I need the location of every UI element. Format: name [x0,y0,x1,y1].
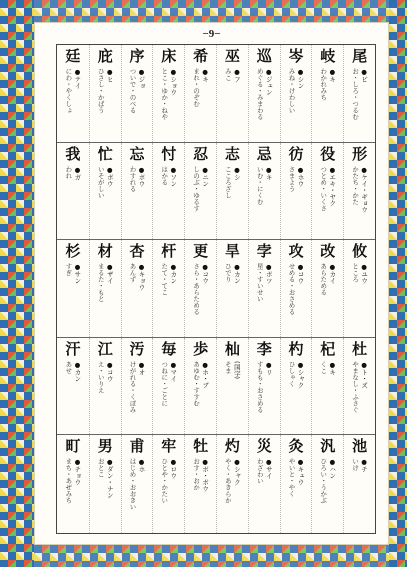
kanji-readings [319,361,336,433]
kanji-character: 杓 [288,339,304,358]
kanji-readings [97,263,114,335]
kun-reading: いけ [351,458,360,472]
on-reading: ●シャク [232,458,241,486]
on-reading: ●ヒ [105,68,114,83]
kanji-entry [184,435,216,533]
kun-reading: つとめ・いくさ [319,165,328,212]
on-reading: (国字) [232,360,241,379]
kun-reading: くこ [319,360,328,374]
kanji-entry [280,45,312,142]
kanji-entry [152,435,184,533]
on-reading: ●エキ・ヤク [328,165,337,207]
kanji-entry [311,435,343,533]
kanji-readings [256,166,273,238]
kanji-entry [121,143,153,240]
on-reading: ●シャク [296,360,305,389]
on-reading: ●ケイ・ギョウ [360,165,369,213]
kanji-character: 旱 [224,242,240,261]
kanji-character: 更 [193,242,209,261]
kanji-readings [256,361,273,433]
kanji-readings [64,263,81,335]
kun-reading: やく・あきらか [223,458,232,504]
kanji-entry [216,143,248,240]
kun-reading: ついで・のべる [128,68,137,114]
kanji-row [57,143,375,241]
kanji-character: 灼 [224,437,240,456]
kanji-entry [248,435,280,533]
kun-reading: ひとや・かたい [160,458,169,504]
kanji-character: 攻 [288,242,304,261]
kun-reading: 星・すいせい [255,263,264,303]
kanji-entry [184,338,216,435]
on-reading: ●ジョ [137,68,146,89]
kanji-character: 江 [97,339,113,358]
kanji-readings [192,166,209,238]
kanji-readings [192,361,209,433]
kun-reading: けがれる・くぼみ [128,360,137,413]
kanji-readings [319,68,336,140]
kanji-readings [129,458,146,530]
on-reading: ●ボツ [264,263,273,285]
on-reading: ●ショウ [169,68,178,96]
kanji-readings [319,166,336,238]
kanji-character: 杉 [65,242,81,261]
kun-reading: みね・けわしい [287,68,296,114]
kanji-readings [224,361,241,433]
kun-reading: お・しろ・つるむ [351,68,360,120]
on-reading: ●ボウ [105,165,114,187]
kun-reading: ところ [351,263,360,283]
kanji-entry [343,435,375,533]
kun-reading: まれ・のぞむ [192,68,201,107]
kun-reading: やまなし・ふさぐ [351,360,360,413]
kanji-readings [64,361,81,433]
on-reading: ●シン [296,68,305,89]
kanji-character: 忍 [193,144,209,163]
kanji-character: 杆 [161,242,177,261]
kanji-readings [256,68,273,140]
kanji-readings [129,68,146,140]
on-reading: ●カン [73,360,82,382]
dictionary-page [34,22,389,545]
kun-reading: こころざし [223,165,232,199]
kanji-readings [351,361,368,433]
kanji-entry [343,338,375,435]
kanji-entry [57,143,89,240]
kanji-entry [280,338,312,435]
on-reading: ●カン [232,263,241,285]
kanji-character: 巫 [224,47,240,65]
kanji-entry [311,240,343,337]
kanji-readings [192,68,209,140]
kanji-character: 忖 [161,144,177,163]
kanji-entry [89,435,121,533]
on-reading: ●ダン・ナン [105,458,114,499]
on-reading: ●カイ [328,263,337,285]
kanji-readings [288,361,305,433]
kun-reading: さら・あらためる [192,263,201,316]
kanji-entry [121,338,153,435]
on-reading: ●キ [328,360,337,376]
kanji-entry [152,240,184,337]
kun-reading: はかる [160,165,169,186]
kanji-readings [288,458,305,530]
kanji-entry [152,45,184,142]
kanji-character: 孛 [256,242,272,261]
kanji-character: 杞 [320,339,336,358]
on-reading: ●ホ・ブ [201,360,210,389]
on-reading: ●シ [232,165,241,181]
kun-reading: いそがしい [96,165,105,199]
kanji-readings [319,458,336,530]
kun-reading: そま [223,360,232,374]
kun-reading: あんず [128,263,137,283]
kanji-entry [89,45,121,142]
kanji-readings [224,166,241,238]
kanji-character: 忙 [97,144,113,163]
kun-reading: すもも・おさめる [255,360,264,413]
kanji-readings [97,458,114,530]
on-reading: ●キョウ [137,263,146,291]
kanji-entry [184,45,216,142]
kun-reading: ひでり [223,263,232,283]
kanji-character: 毎 [161,339,177,358]
kun-reading: おす・おか [192,458,201,491]
kanji-readings [160,166,177,238]
kanji-entry [248,143,280,240]
kun-reading: いむ・にくむ [255,165,264,205]
kanji-readings [351,68,368,140]
kanji-entry [280,435,312,533]
kanji-readings [160,68,177,140]
kun-reading: わざわい [255,458,264,485]
kun-reading: とこ・ゆか・ねや [160,68,169,120]
on-reading: ●ホウ [296,165,305,187]
on-reading: ●キ [328,68,337,83]
kanji-entry [216,240,248,337]
kanji-entry [248,338,280,435]
kun-reading: まるた・もと [96,263,105,303]
kanji-readings [224,263,241,335]
kun-reading: すぎ [64,263,73,277]
kun-reading: われ [64,165,73,179]
kanji-row [57,240,375,338]
kanji-readings [224,458,241,530]
kanji-readings [160,458,177,530]
on-reading: ●ボウ [137,165,146,187]
kun-reading: つねに・ごとに [160,360,169,407]
on-reading: ●ニン [201,165,210,187]
kun-reading: ひさし・かばう [96,68,105,114]
kanji-readings [256,458,273,530]
on-reading: ●ボ・ボウ [201,458,210,493]
kanji-readings [97,361,114,433]
on-reading: ●ソン [169,165,178,187]
kanji-character: 池 [352,437,368,456]
kun-reading: おとこ [96,458,105,478]
kanji-entry [280,143,312,240]
kanji-character: 杣 [224,339,240,358]
kun-reading: たて・てこ [160,263,169,296]
kun-reading: あゆむ・すすむ [192,360,201,407]
kanji-readings [288,263,305,335]
decorative-border-top [34,0,389,22]
kanji-entry [216,435,248,533]
kanji-character: 序 [129,47,145,65]
kanji-entry [57,338,89,435]
page-number: −9− [202,28,221,40]
kanji-readings [129,361,146,433]
kanji-readings [288,68,305,140]
kun-reading: ひしゃく [287,360,296,387]
decorative-border-bottom [34,545,389,567]
kanji-entry [57,45,89,142]
kun-reading: はじめ・おおきい [128,458,137,511]
kanji-readings [192,458,209,530]
kun-reading: わかれみち [319,68,328,101]
kanji-row [57,338,375,436]
on-reading: ●サン [73,263,82,285]
on-reading: ●ビ [360,68,369,83]
kanji-entry [152,143,184,240]
on-reading: ●マイ [169,360,178,382]
kun-reading: さまよう [287,165,296,192]
kanji-entry [280,240,312,337]
kanji-character: 役 [320,144,336,163]
kanji-entry [121,45,153,142]
kun-reading: ひろい・うかぶ [319,458,328,504]
kanji-readings [288,166,305,238]
kanji-entry [343,143,375,240]
kanji-readings [64,68,81,140]
kanji-entry [121,240,153,337]
kanji-character: 我 [65,144,81,163]
kanji-entry [121,435,153,533]
kun-reading: みこ [223,68,232,81]
kanji-row [57,45,375,143]
on-reading: ●ロウ [169,458,178,480]
on-reading: ●コウ [296,263,305,285]
kanji-entry [343,45,375,142]
kanji-readings [97,166,114,238]
on-reading: ●サイ [264,458,273,480]
kanji-character: 忘 [129,144,145,163]
kun-reading: かたち・かた [351,165,360,205]
kanji-character: 忌 [256,144,272,163]
kanji-readings [97,68,114,140]
kanji-entry [152,338,184,435]
kanji-character: 岐 [320,47,336,65]
kanji-character: 改 [320,242,336,261]
kanji-entry [248,240,280,337]
kanji-character: 汎 [320,437,336,456]
kanji-character: 彷 [288,144,304,163]
kun-reading: まち・あぜみち [64,458,73,504]
on-reading: ●ザイ [105,263,114,285]
decorative-border-left [0,0,34,567]
kanji-character: 床 [161,47,177,65]
kanji-character: 町 [65,437,81,456]
kanji-character: 灸 [288,437,304,456]
kanji-character: 汗 [65,339,81,358]
kanji-entry [89,240,121,337]
kanji-readings [224,68,241,140]
kanji-entry [248,45,280,142]
kanji-entry [216,45,248,142]
kanji-character: 岑 [288,47,304,65]
kanji-character: 汚 [129,339,145,358]
kanji-character: 攸 [352,242,368,261]
kanji-entry [343,240,375,337]
on-reading: ●ユウ [360,263,369,285]
kanji-character: 歩 [193,339,209,358]
on-reading: ●ハン [328,458,337,480]
kanji-character: 李 [256,339,272,358]
kanji-entry [89,338,121,435]
kanji-grid [56,44,376,534]
kanji-character: 牡 [193,437,209,456]
kanji-character: 男 [97,437,113,456]
kanji-readings [160,263,177,335]
kanji-readings [129,263,146,335]
kanji-readings [160,361,177,433]
on-reading: ●キュウ [296,458,305,486]
on-reading: ●コウ [201,263,210,285]
kanji-readings [256,263,273,335]
kanji-entry [216,338,248,435]
kanji-readings [129,166,146,238]
kanji-row [57,435,375,533]
kanji-character: 廷 [65,47,81,65]
kanji-readings [351,166,368,238]
kanji-readings [64,166,81,238]
kanji-character: 希 [193,47,209,65]
kanji-entry [311,338,343,435]
on-reading: ●チ [360,458,369,473]
kanji-readings [64,458,81,530]
kanji-character: 災 [256,437,272,456]
kanji-readings [351,263,368,335]
on-reading: ●カン [169,263,178,285]
kanji-character: 志 [224,144,240,163]
on-reading: ●フ [232,68,241,83]
on-reading: ●リ [264,360,273,376]
kanji-entry [184,240,216,337]
kanji-readings [192,263,209,335]
kanji-entry [311,45,343,142]
kun-reading: めぐる・みまわる [255,68,264,120]
on-reading: ●オ [137,360,146,376]
kun-reading: あせ [64,360,73,374]
kun-reading: やいと・やく [287,458,296,498]
kanji-character: 巡 [256,47,272,65]
kanji-readings [351,458,368,530]
kun-reading: あらためる [319,263,328,296]
on-reading: ●キ [201,68,210,83]
kanji-character: 尾 [352,47,368,65]
kanji-character: 形 [352,144,368,163]
kanji-readings [319,263,336,335]
kun-reading: にわ・やくしょ [64,68,73,114]
kanji-entry [184,143,216,240]
kanji-entry [311,143,343,240]
kanji-character: 材 [97,242,113,261]
kanji-entry [89,143,121,240]
kanji-character: 甫 [129,437,145,456]
on-reading: ●ト・ズ [360,360,369,389]
on-reading: ●キ [264,165,273,181]
on-reading: ●ジュン [264,68,273,96]
kun-reading: え・いりえ [96,360,105,394]
decorative-border-right [389,0,407,567]
kanji-entry [57,435,89,533]
kanji-character: 庇 [97,47,113,65]
kun-reading: しのぶ・ゆるす [192,165,201,212]
kun-reading: わすれる [128,165,137,192]
kanji-character: 杜 [352,339,368,358]
kanji-character: 杏 [129,242,145,261]
on-reading: ●テイ [73,68,82,89]
on-reading: ●ガ [73,165,82,181]
kun-reading: せめる・おさめる [287,263,296,316]
on-reading: ●ホ [137,458,146,473]
on-reading: ●コウ [105,360,114,382]
kanji-entry [57,240,89,337]
kanji-character: 牢 [161,437,177,456]
on-reading: ●チョウ [73,458,82,486]
